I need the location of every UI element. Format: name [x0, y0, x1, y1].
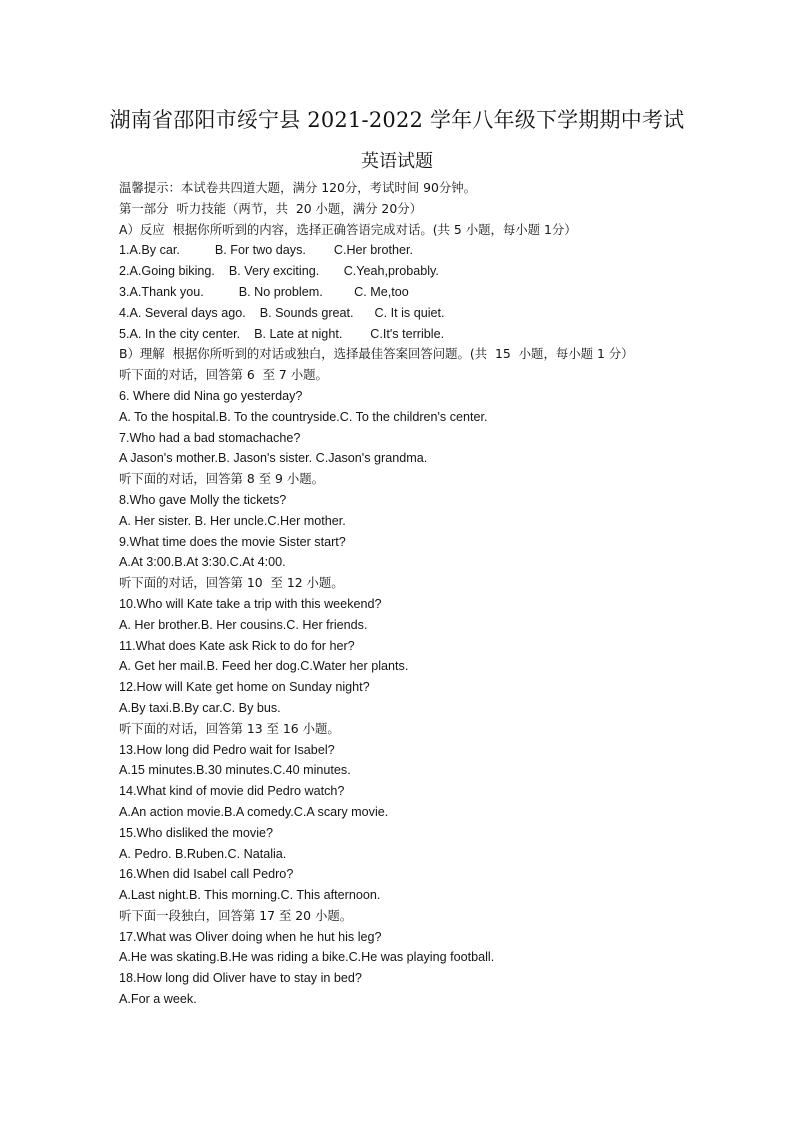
text-line: A.For a week. — [119, 992, 197, 1007]
text-line: A.15 minutes.B.30 minutes.C.40 minutes. — [119, 763, 351, 778]
text-line: 温馨提示：本试卷共四道大题，满分 120分，考试时间 90分钟。 — [119, 180, 477, 195]
text-line: 12.How will Kate get home on Sunday night? — [119, 680, 370, 695]
text-line: 第一部分 听力技能（两节，共 20 小题，满分 20分） — [119, 200, 422, 216]
text-line: 6. Where did Nina go yesterday? — [119, 388, 303, 403]
text-line: 2.A.Going biking. B. Very exciting. C.Yeah,probably. — [119, 264, 439, 279]
text-line: 10.Who will Kate take a trip with this weekend? — [119, 596, 382, 611]
text-line: 听下面的对话，回答第 13 至 16 小题。 — [119, 720, 340, 736]
text-line: A.An action movie.B.A comedy.C.A scary movie. — [119, 804, 389, 819]
text-line: 4.A. Several days ago. B. Sounds great. C. It is quiet. — [119, 305, 445, 320]
text-line: A）反应 根据你所听到的内容，选择正确答语完成对话。(共 5 小题，每小题 1分） — [119, 221, 577, 237]
text-line: 17.What was Oliver doing when he hut his leg? — [119, 929, 382, 944]
text-line: 听下面的对话，回答第 8 至 9 小题。 — [119, 471, 324, 487]
exam-subtitle: 英语试题 — [361, 151, 433, 172]
text-line: 13.How long did Pedro wait for Isabel? — [119, 742, 335, 757]
text-line: 听下面的对话，回答第 10 至 12 小题。 — [119, 575, 344, 591]
exam-title: 湖南省邵阳市绥宁县 2021-2022 学年八年级下学期期中考试 — [109, 108, 685, 132]
exam-body — [119, 178, 719, 1010]
text-line: 9.What time does the movie Sister start? — [119, 534, 346, 549]
text-line: 11.What does Kate ask Rick to do for her? — [119, 638, 355, 653]
text-line: 7.Who had a bad stomachache? — [119, 430, 301, 445]
text-line: 3.A.Thank you. B. No problem. C. Me,too — [119, 284, 409, 299]
text-line: B）理解 根据你所听到的对话或独白，选择最佳答案回答问题。(共 15 小题，每小题 1 分） — [119, 346, 634, 362]
text-line: A. Her sister. B. Her uncle.C.Her mother. — [119, 513, 346, 528]
text-line: 18.How long did Oliver have to stay in bed? — [119, 971, 362, 986]
text-line: 听下面一段独白，回答第 17 至 20 小题。 — [119, 907, 353, 923]
text-line: 14.What kind of movie did Pedro watch? — [119, 784, 345, 799]
text-line: A.At 3:00.B.At 3:30.C.At 4:00. — [119, 555, 286, 570]
text-line: 15.Who disliked the movie? — [119, 825, 274, 840]
text-line: A. Get her mail.B. Feed her dog.C.Water her plants. — [119, 659, 409, 674]
text-line: A. To the hospital.B. To the countryside.C. To the children's center. — [119, 409, 488, 424]
text-line: A. Pedro. B.Ruben.C. Natalia. — [119, 846, 287, 861]
text-line: A.He was skating.B.He was riding a bike.C.He was playing football. — [119, 950, 495, 965]
text-line: 16.When did Isabel call Pedro? — [119, 867, 294, 882]
text-line: 听下面的对话，回答第 6 至 7 小题。 — [119, 367, 328, 383]
text-line: 5.A. In the city center. B. Late at night. C.It's terrible. — [119, 326, 445, 341]
text-line: 8.Who gave Molly the tickets? — [119, 492, 287, 507]
text-line: A.By taxi.B.By car.C. By bus. — [119, 700, 281, 715]
text-line: A. Her brother.B. Her cousins.C. Her friends. — [119, 617, 368, 632]
text-line: A Jason's mother.B. Jason's sister. C.Jason's grandma. — [119, 451, 428, 466]
text-line: 1.A.By car. B. For two days. C.Her brother. — [119, 243, 413, 258]
text-line: A.Last night.B. This morning.C. This afternoon. — [119, 888, 381, 903]
